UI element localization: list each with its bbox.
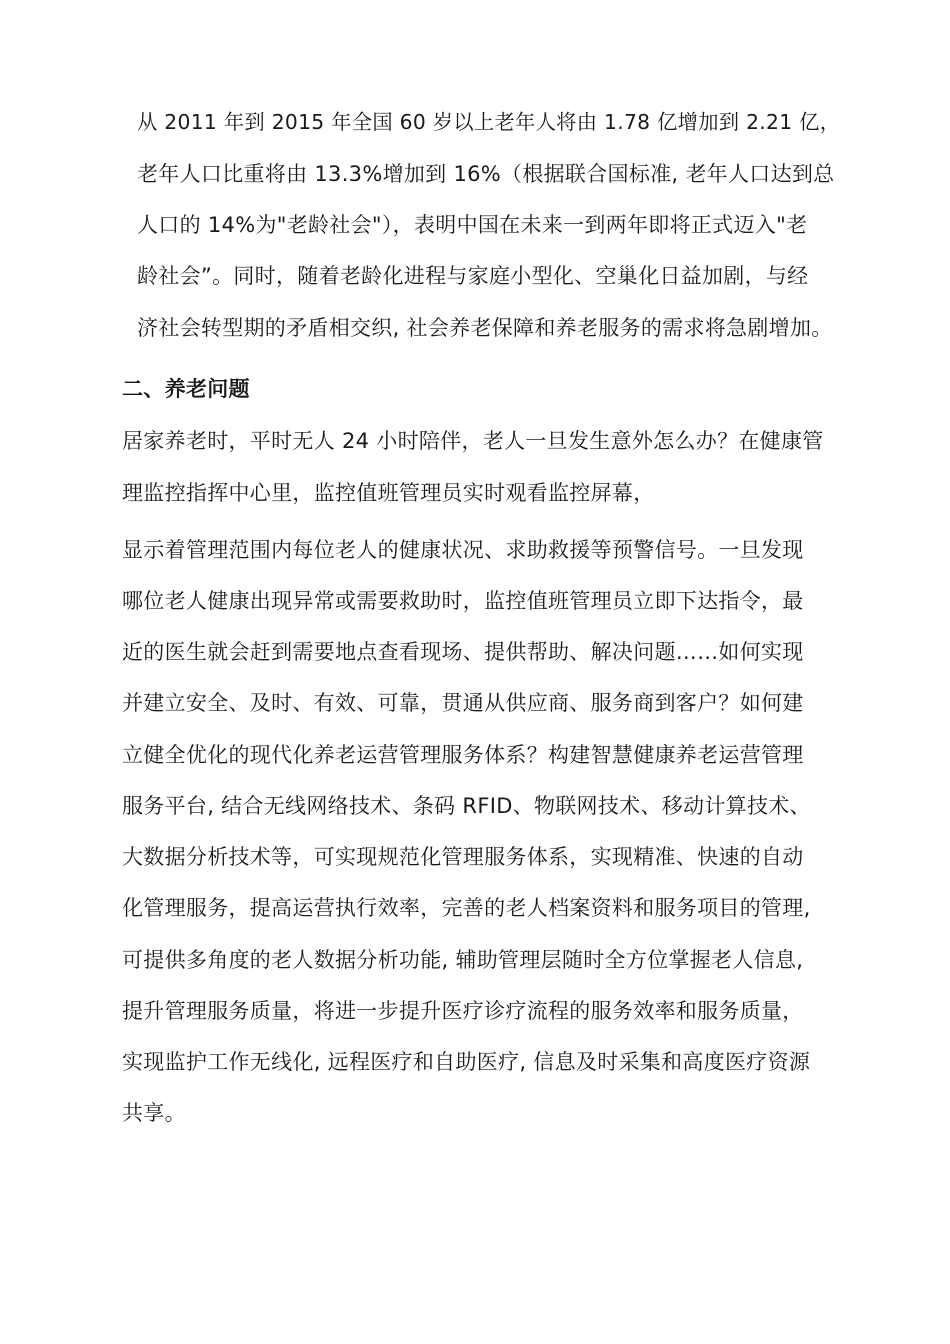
paragraph-2-line: 理监控指挥中心里，监控值班管理员实时观看监控屏幕， — [122, 481, 655, 505]
section-heading: 二、养老问题 — [122, 377, 250, 401]
paragraph-3-line: 服务平台, 结合无线网络技术、条码 RFID、物联网技术、移动计算技术、 — [122, 794, 811, 818]
paragraph-3-line: 并建立安全、及时、有效、可靠，贯通从供应商、服务商到客户？如何建 — [122, 691, 804, 715]
paragraph-3-line: 实现监护工作无线化, 远程医疗和自助医疗, 信息及时采集和高度医疗资源 — [122, 1050, 811, 1074]
paragraph-3-line: 显示着管理范围内每位老人的健康状况、求助救援等预警信号。一旦发现 — [122, 538, 804, 562]
paragraph-3-line: 大数据分析技术等，可实现规范化管理服务体系，实现精准、快速的自动 — [122, 845, 804, 869]
paragraph-3-line: 共享。 — [122, 1101, 186, 1125]
paragraph-3-line: 立健全优化的现代化养老运营管理服务体系？构建智慧健康养老运营管理 — [122, 743, 804, 767]
paragraph-3-line: 哪位老人健康出现异常或需要救助时，监控值班管理员立即下达指令，最 — [122, 589, 804, 613]
paragraph-1-line: 老年人口比重将由 13.3%增加到 16%（根据联合国标准, 老年人口达到总 — [137, 162, 835, 186]
paragraph-3-line: 近的医生就会赶到需要地点查看现场、提供帮助、解决问题……如何实现 — [122, 640, 804, 664]
paragraph-3-line: 化管理服务，提高运营执行效率，完善的老人档案资料和服务项目的管理, — [122, 896, 811, 920]
paragraph-1-line: 从 2011 年到 2015 年全国 60 岁以上老年人将由 1.78 亿增加到 2.21 亿， — [137, 110, 841, 134]
paragraph-1-line: 龄社会”。同时，随着老龄化进程与家庭小型化、空巢化日益加剧，与经 — [137, 264, 809, 288]
paragraph-3-line: 可提供多角度的老人数据分析功能, 辅助管理层随时全方位掌握老人信息, — [122, 948, 804, 972]
paragraph-3-line: 提升管理服务质量，将进一步提升医疗诊疗流程的服务效率和服务质量， — [122, 999, 804, 1023]
paragraph-1-line: 人口的 14%为"老龄社会"），表明中国在未来一到两年即将正式迈入"老 — [137, 213, 808, 237]
paragraph-1-line: 济社会转型期的矛盾相交织, 社会养老保障和养老服务的需求将急剧增加。 — [137, 316, 833, 340]
paragraph-2-line: 居家养老时，平时无人 24 小时陪伴，老人一旦发生意外怎么办？在健康管 — [122, 429, 824, 453]
